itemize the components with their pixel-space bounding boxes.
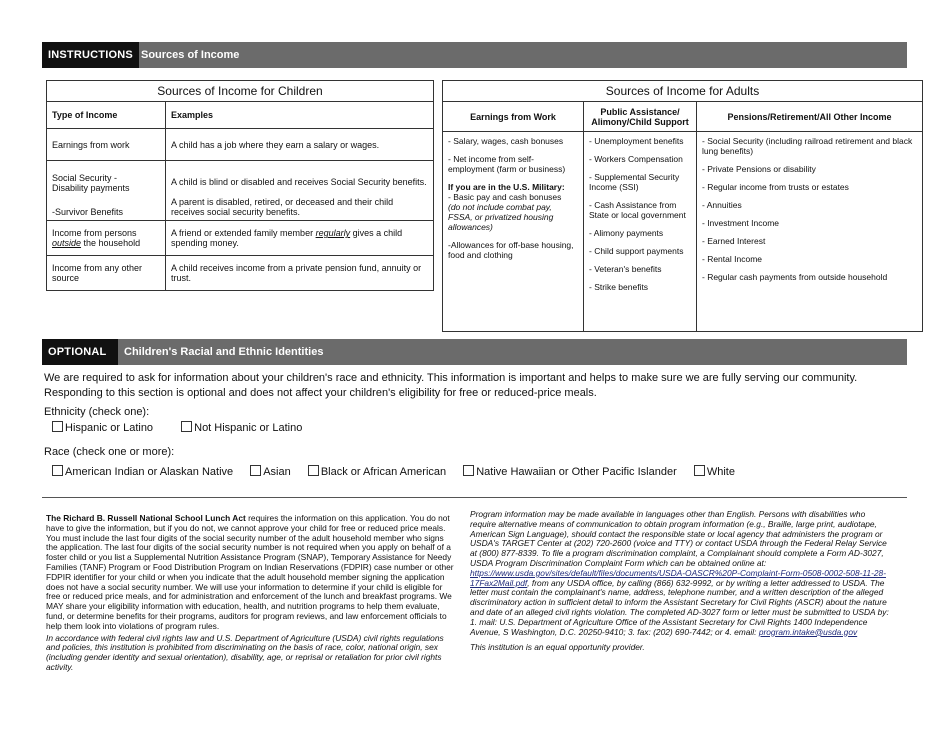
- list-item: - Private Pensions or disability: [702, 164, 816, 174]
- act-name: The Richard B. Russell National School Lunch Act: [46, 513, 246, 523]
- race-black-checkbox[interactable]: [308, 465, 446, 478]
- income-example-cell: A child receives income from a private pension fund, annuity or trust.: [166, 256, 434, 291]
- list-item: - Basic pay and cash bonuses: [448, 192, 562, 202]
- ethnicity-options: [52, 421, 316, 434]
- outside-type-b: outside: [52, 238, 82, 248]
- outside-type-c: the household: [81, 238, 141, 248]
- list-item: - Cash Assistance from State or local government: [589, 200, 686, 220]
- checkbox-label: Asian: [263, 466, 291, 478]
- list-item: (do not include combat pay, FSSA, or privatized housing allowances): [448, 202, 554, 232]
- earnings-from-work-cell: [443, 132, 584, 332]
- survivor-example: A parent is disabled, retired, or deceased and their child receives social security benefits.: [171, 197, 394, 217]
- income-type-cell: [47, 221, 166, 256]
- col-public-assistance: Public Assistance/ Alimony/Child Support: [584, 102, 697, 132]
- instructions-header-bar: [42, 42, 907, 68]
- race-options: [52, 465, 749, 478]
- social-security-label: Social Security -Disability payments: [52, 173, 130, 193]
- checkbox-box[interactable]: [463, 465, 474, 476]
- instructions-title: Sources of Income: [141, 49, 240, 61]
- legal-left-column: [46, 514, 454, 675]
- children-table-caption: Sources of Income for Children: [47, 81, 434, 102]
- instructions-tag: INSTRUCTIONS: [42, 42, 139, 68]
- checkbox-label: White: [706, 466, 735, 478]
- checkbox-label: Not Hispanic or Latino: [194, 422, 303, 434]
- equal-opportunity-statement: This institution is an equal opportunity provider.: [470, 642, 645, 653]
- list-item: - Workers Compensation: [589, 154, 683, 164]
- complaint-form-link[interactable]: https://www.usda.gov/sites/default/files/documents/USDA-OASCR%20P-Complaint-Form-0508-0002-508-11-28-17Fax2Mail.pdf: [470, 567, 886, 588]
- table-row: [47, 161, 434, 221]
- outside-type-a: Income from persons: [52, 228, 137, 238]
- race-pacific-islander-checkbox[interactable]: [463, 465, 677, 478]
- ethnicity-hispanic-checkbox[interactable]: [52, 421, 153, 434]
- list-item: - Earned Interest: [702, 236, 766, 246]
- ethnicity-not-hispanic-checkbox[interactable]: [181, 421, 302, 434]
- list-item: -Allowances for off-base housing, food and clothing: [448, 240, 574, 260]
- list-item: - Regular income from trusts or estates: [702, 182, 849, 192]
- military-heading: If you are in the U.S. Military:: [448, 182, 565, 192]
- program-info-paragraph: [470, 510, 890, 637]
- list-item: - Investment Income: [702, 218, 780, 228]
- checkbox-box[interactable]: [52, 421, 63, 432]
- income-type-cell: Income from any other source: [47, 256, 166, 291]
- regularly-example-a: A friend or extended family member: [171, 228, 316, 238]
- checkbox-box[interactable]: [694, 465, 705, 476]
- public-assistance-cell: [584, 132, 697, 332]
- children-income-table: [46, 80, 434, 291]
- checkbox-box[interactable]: [52, 465, 63, 476]
- table-row: [47, 256, 434, 291]
- divider: [42, 497, 907, 498]
- optional-title: Children's Racial and Ethnic Identities: [124, 346, 324, 358]
- list-item: - Strike benefits: [589, 282, 649, 292]
- list-item: - Annuities: [702, 200, 742, 210]
- checkbox-label: Native Hawaiian or Other Pacific Islander: [476, 466, 677, 478]
- checkbox-box[interactable]: [250, 465, 261, 476]
- program-info-b: , from any USDA office, by calling (866) 632-9992, or by writing a letter addressed to USDA. The letter must contain the complainant's name, address, telephone number, and a written description of the alleged discriminatory action in sufficient detail to inform the Assistant Secretary for Civil Rights (ASCR) about the nature and date of an alleged civil rights violation. The completed AD-3027 form or letter must be submitted to USDA by: 1. mail: U.S. Department of Agriculture Office of the Assistant Secretary for Civil Rights 1400 Independence Avenue, S Washington, D.C. 20250-9410; 3. fax: (202) 690-7442; or 4. email:: [470, 577, 889, 637]
- col-pensions: Pensions/Retirement/All Other Income: [697, 102, 923, 132]
- income-example-cell: A child has a job where they earn a salary or wages.: [166, 129, 434, 161]
- pensions-cell: [697, 132, 923, 332]
- table-row: [443, 132, 923, 332]
- list-item: - Veteran's benefits: [589, 264, 662, 274]
- race-label: Race (check one or more):: [44, 446, 175, 458]
- checkbox-label: American Indian or Alaskan Native: [65, 466, 234, 478]
- income-type-cell: Earnings from work: [47, 129, 166, 161]
- adults-table-caption: Sources of Income for Adults: [443, 81, 923, 102]
- civil-rights-paragraph: In accordance with federal civil rights law and U.S. Department of Agriculture (USDA) civil rights regulations and policies, this institution is prohibited from discriminating on the basis of race, color, national origin, sex (including gender identity and sexual orientation), disability, age, or reprisal or retaliation for prior civil rights activity.: [46, 632, 444, 672]
- col-earnings-from-work: Earnings from Work: [443, 102, 584, 132]
- optional-intro: [44, 371, 904, 401]
- optional-intro-line2: Responding to this section is optional and does not affect your children's eligibility for free or reduced-price meals.: [44, 387, 597, 399]
- nslp-paragraph: [46, 514, 454, 632]
- checkbox-box[interactable]: [308, 465, 319, 476]
- survivor-benefits-label: -Survivor Benefits: [52, 207, 124, 217]
- race-american-indian-checkbox[interactable]: [52, 465, 233, 478]
- list-item: - Net income from self-employment (farm or business): [448, 154, 566, 174]
- list-item: - Alimony payments: [589, 228, 664, 238]
- col-type-of-income: Type of Income: [47, 102, 166, 129]
- email-link[interactable]: program.intake@usda.gov: [758, 626, 858, 637]
- race-white-checkbox[interactable]: [694, 465, 735, 478]
- checkbox-label: Hispanic or Latino: [65, 422, 154, 434]
- income-type-cell: [47, 161, 166, 221]
- program-info-a: Program information may be made available in languages other than English. Persons with disabilities who require alternative means of communication to obtain program information (e.g., Braille, large print, audiotape, American Sign Language), should contact the responsible state or local agency that administers the program or USDA's TARGET Center at (202) 720-2600 (voice and TTY) or contact USDA through the Federal Relay Service at (800) 877-8339. To file a program discrimination complaint, a Complainant should complete a Form AD-3027, USDA Program Discrimination Complaint Form which can be obtained online at:: [470, 509, 887, 568]
- adults-income-table: [442, 80, 923, 332]
- list-item: - Regular cash payments from outside household: [702, 272, 888, 282]
- disability-example: A child is blind or disabled and receives Social Security benefits.: [171, 177, 427, 187]
- optional-tag: OPTIONAL: [42, 339, 118, 365]
- race-asian-checkbox[interactable]: [250, 465, 291, 478]
- table-row: [47, 129, 434, 161]
- table-row: [47, 221, 434, 256]
- checkbox-label: Black or African American: [320, 466, 447, 478]
- income-example-cell: [166, 161, 434, 221]
- ethnicity-label: Ethnicity (check one):: [44, 406, 150, 418]
- regularly-example-b: regularly: [315, 228, 351, 238]
- list-item: - Unemployment benefits: [589, 136, 684, 146]
- list-item: - Social Security (including railroad retirement and black lung benefits): [702, 136, 913, 156]
- act-text: requires the information on this application. You do not have to give the information, but if you do not, we cannot approve your child for free or reduced price meals. You must include the last four digits of the social security number of the adult household member who signs the application. The last four digits of the social security number is not required when you apply on behalf of a foster child or you list a Supplemental Nutrition Assistance Program (SNAP), Temporary Assistance for Needy Families (TANF) Program or Food Distribution Program on Indian Reservations (FDPIR) case number or other FDPIR identifier for your child or when you indicate that the adult household member signing the application does not have a social security number. We will use your information to determine if your child is eligible for free or reduced price meals, and for administration and enforcement of the lunch and breakfast programs. We MAY share your eligibility information with education, health, and nutrition programs to help them evaluate, fund, or determine benefits for their programs, auditors for program reviews, and law enforcement officials to help them look into violations of program rules.: [46, 513, 454, 631]
- legal-right-column: [470, 510, 890, 655]
- optional-intro-line1: We are required to ask for information about your children's race and ethnicity. This information is important and helps to make sure we are fully serving our community.: [44, 372, 858, 384]
- list-item: - Rental Income: [702, 254, 762, 264]
- income-example-cell: [166, 221, 434, 256]
- checkbox-box[interactable]: [181, 421, 192, 432]
- regularly-example-c: gives a child spending money.: [171, 228, 403, 248]
- col-examples: Examples: [166, 102, 434, 129]
- list-item: - Child support payments: [589, 246, 684, 256]
- optional-header-bar: [42, 339, 907, 365]
- list-item: - Salary, wages, cash bonuses: [448, 136, 564, 146]
- list-item: - Supplemental Security Income (SSI): [589, 172, 680, 192]
